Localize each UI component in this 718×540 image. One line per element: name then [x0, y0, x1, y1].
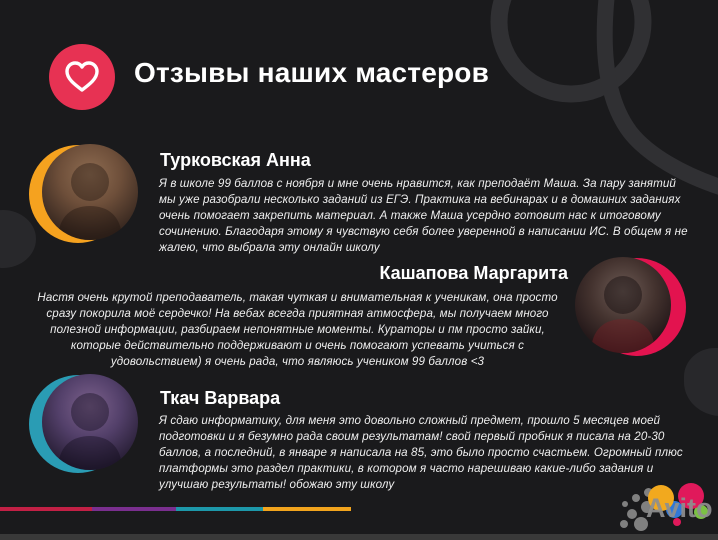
page-title: Отзывы наших мастеров	[134, 57, 490, 88]
watermark-dot	[620, 520, 628, 528]
avatar-photo	[575, 257, 671, 353]
avatar-tkach	[29, 372, 141, 478]
reviewer-name-tkach: Ткач Варвара	[160, 388, 281, 408]
bottom-edge-band	[0, 534, 718, 540]
rainbow-segment-teal	[176, 507, 263, 511]
heart-icon	[64, 60, 100, 94]
rainbow-segment-purple	[92, 507, 176, 511]
avatar-photo	[42, 374, 138, 470]
rainbow-segment-red	[0, 507, 92, 511]
avatar-turkovskaya	[29, 142, 141, 248]
reviewer-name-turkovskaya: Турковская Анна	[160, 150, 311, 170]
reviewer-name-kashapova: Кашапова Маргарита	[379, 263, 568, 283]
avatar-silhouette	[575, 257, 671, 353]
watermark-dot	[632, 494, 640, 502]
review-text-turkovskaya: Я в школе 99 баллов с ноября и мне очень нравится, как преподаёт Маша. За пару занятий мы уже разобрали несколько заданий из ЕГЭ. Практика на вебинарах и в домашних заданиях очень помогает закрепить материал. А также Маша усердно готовит нас к итоговому сочинению. Благодаря этому я чувствую себя более уверенной в написании ИС. В общем я не жалею, что выбрала эту онлайн школу	[159, 177, 688, 254]
rainbow-segment-orange	[263, 507, 351, 511]
avatar-silhouette	[42, 374, 138, 470]
review-text-kashapova: Настя очень крутой преподаватель, такая чуткая и внимательная к ученикам, она просто сразу покорила моё сердечко! На вебах всегда приятная атмосфера, мы получаем много полезной информации, разбираем непонятные моменты. Кураторы и пм просто зайки, которые действительно поддерживают и очень помогают успевать учиться с удовольствием) я очень рада, что являюсь учеником 99 баллов <3	[37, 291, 558, 368]
avatar-photo	[42, 144, 138, 240]
watermark-dot	[627, 509, 637, 519]
avito-brand-text: Avito	[646, 493, 713, 523]
decorative-blob-right	[684, 348, 718, 416]
watermark-dot	[622, 501, 628, 507]
avatar-kashapova	[575, 253, 687, 359]
avatar-silhouette	[42, 144, 138, 240]
review-text-tkach: Я сдаю информатику, для меня это довольно сложный предмет, прошло 5 месяцев моей подготовки и я безумно рада своим результатам! свой первый пробник я писала на 20-30 баллов, а последний, в январе я написала на 85, это было просто счастьем. Огромный плюс платформы это раздел практики, в котором я часто нарешиваю какие-либо задания и улучшаю результаты! обожаю эту школу	[159, 414, 683, 491]
heart-badge	[49, 44, 115, 110]
avito-watermark	[620, 483, 718, 535]
rainbow-divider	[0, 507, 351, 511]
